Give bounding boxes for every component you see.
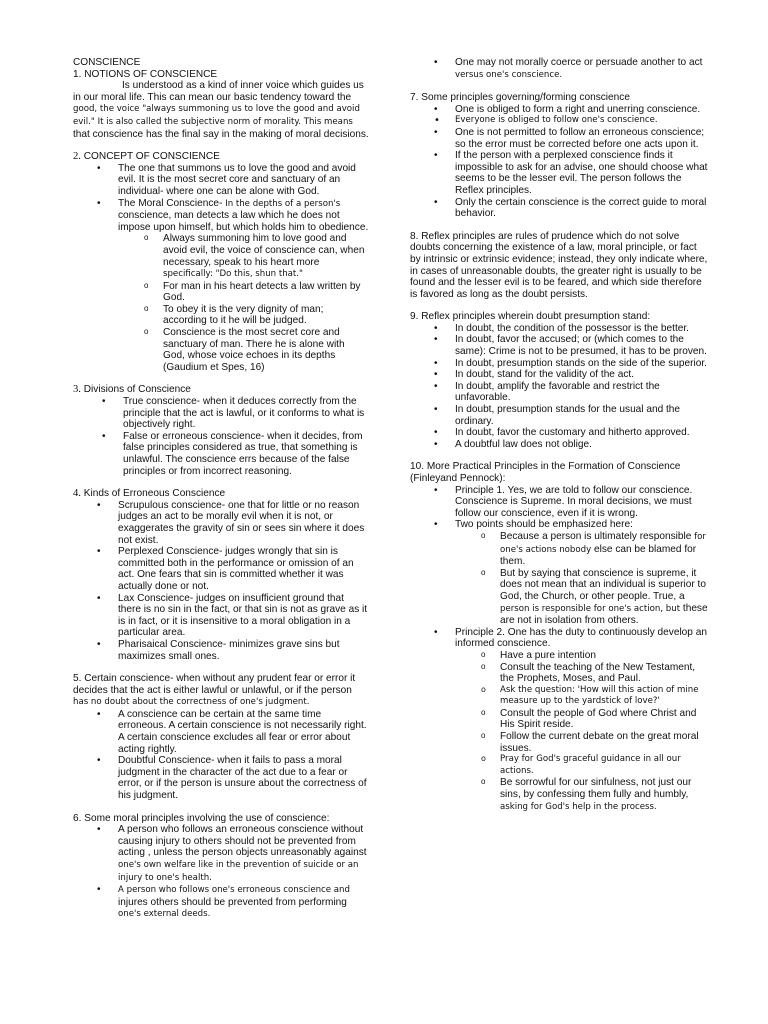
list-item: o To obey it is the very dignity of man; according to it he will be judged. xyxy=(118,304,369,327)
list-item: • Two points should be emphasized here: o Because a person is ultimately responsible for one's actions nobody else can be blamed for them. o But by saying that conscience is supreme, it does not mean that an individual is superior to God, the Church, or other people. True, a person is responsible for one's action, but these are not in isolation from others. xyxy=(410,519,710,626)
sub-list xyxy=(455,650,710,813)
section-doubt-presumption xyxy=(410,311,710,450)
list-item: o Pray for God's graceful guidance in all our actions. xyxy=(455,754,710,777)
list-item: • One is obliged to form a right and unerring conscience. xyxy=(410,104,710,116)
section-heading: 2. CONCEPT OF CONSCIENCE xyxy=(73,151,220,163)
list-item: • Scrupulous conscience- one that for little or no reason judges an act to be morally evil when it is not, or exaggerates the gravity of sin or sees sin where it does not exist. xyxy=(73,500,369,546)
list-item: o Conscience is the most secret core and sanctuary of man. There he is alone with God, whose voice echoes in its depths (Gaudium et Spes, 16) xyxy=(118,327,369,373)
section-concept xyxy=(73,151,369,373)
list-item: • Principle 2. One has the duty to continuously develop an informed conscience. o Have a pure intention o Consult the teaching of the New Testament, the Prophets, Moses, and Paul. o Ask the question: 'How will this action of mine measure up to the yardstick of love?' o Consult the people of God where Christ and His Spirit reside. o Follow the current debate on the great moral issues. o Pray for God's graceful guidance in all our actions. o Be sorrowful for our sinfulness, not just our sins, by confessing them fully and humbly, asking for God's help in the process. xyxy=(410,627,710,814)
section-reflex-principles xyxy=(410,231,710,301)
list-item: • Only the certain conscience is the correct guide to moral behavior. xyxy=(410,197,710,220)
section-divisions xyxy=(73,384,369,477)
list-item: • Everyone is obliged to follow one's conscience. xyxy=(410,115,710,127)
list-item: • Doubtful Conscience- when it fails to pass a moral judgment in the character of the act due to a fear or error, or if the person is unsure about the correctness of his judgment. xyxy=(73,755,369,801)
list-item: • In doubt, favor the accused; or (which comes to the same): Crime is not to be presumed, it has to be proven. xyxy=(410,334,710,357)
list-item: • Perplexed Conscience- judges wrongly that sin is committed both in the performance or omission of an act. One fears that sin is committed whether it was actually done or not. xyxy=(73,546,369,592)
list-item: • In doubt, favor the customary and hitherto approved. xyxy=(410,427,710,439)
list-item: • One is not permitted to follow an erroneous conscience; so the error must be corrected before one acts upon it. xyxy=(410,127,710,150)
list-item: o Always summoning him to love good and avoid evil, the voice of conscience can, when necessary, speak to his heart more specifically: "Do this, shun that." xyxy=(118,233,369,280)
list-item: • The one that summons us to love the good and avoid evil. It is the most secret core and sanctuary of an individual- where one can be alone with God. xyxy=(73,163,369,198)
section-heading: 3. Divisions of Conscience xyxy=(73,384,191,396)
paragraph: 8. Reflex principles are rules of prudence which do not solve doubts concerning the existence of a law, moral principle, or fact by intrinsic or extrinsic evidence; instead, they only indicate where, in cases of unreasonable doubts, the greater right is usually to be found and the lesser evil is to be feared, and which side therefore is favored as long as the doubt persists. xyxy=(410,230,708,300)
bullet-list xyxy=(410,323,710,451)
section-heading: 10. More Practical Principles in the Formation of Conscience (Finleyand Pennock): xyxy=(410,461,681,484)
sub-list xyxy=(455,531,710,627)
section-practical-principles xyxy=(410,461,710,813)
section-heading: 9. Reflex principles wherein doubt presumption stand: xyxy=(410,311,651,323)
bullet-list xyxy=(73,824,369,921)
bullet-list xyxy=(410,104,710,220)
list-item: • In doubt, presumption stands for the usual and the ordinary. xyxy=(410,404,710,427)
section-certain-conscience xyxy=(73,673,369,802)
list-item: • Principle 1. Yes, we are told to follow our conscience. Conscience is Supreme. In moral decisions, we must follow our conscience, even if it is wrong. xyxy=(410,485,710,520)
list-item: • One may not morally coerce or persuade another to act versus one's conscience. xyxy=(410,57,710,81)
list-item: • In doubt, amplify the favorable and restrict the unfavorable. xyxy=(410,381,710,404)
list-item: o Have a pure intention xyxy=(455,650,710,662)
bullet-list xyxy=(73,163,369,374)
list-item: o For man in his heart detects a law written by God. xyxy=(118,281,369,304)
list-item: o Ask the question: 'How will this action of mine measure up to the yardstick of love?' xyxy=(455,685,710,708)
list-item: • A doubtful law does not oblige. xyxy=(410,439,710,451)
list-item: o Consult the people of God where Christ and His Spirit reside. xyxy=(455,708,710,731)
list-item: • In doubt, stand for the validity of the act. xyxy=(410,369,710,381)
section-heading: 1. NOTIONS OF CONSCIENCE xyxy=(73,68,218,80)
list-item: o But by saying that conscience is supreme, it does not mean that an individual is superior to God, the Church, or other people. True, a person is responsible for one's action, but these are not in isolation from others. xyxy=(455,568,710,627)
document-title: CONSCIENCE xyxy=(73,57,141,68)
section-heading: 7. Some principles governing/forming conscience xyxy=(410,92,630,104)
list-item: • True conscience- when it deduces correctly from the principle that the act is lawful, or it conforms to what is objectively right. xyxy=(73,396,369,431)
bullet-list xyxy=(73,500,369,662)
list-item: • Pharisaical Conscience- minimizes grave sins but maximizes small ones. xyxy=(73,639,369,662)
section-heading: 6. Some moral principles involving the use of conscience: xyxy=(73,812,330,824)
section-heading: 4. Kinds of Erroneous Conscience xyxy=(73,488,226,500)
section-erroneous-kinds xyxy=(73,488,369,662)
list-item: • The Moral Conscience- In the depths of a person's conscience, man detects a law which he does not impose upon himself, but which holds him to obedience. o Always summoning him to love good and avoid evil, the voice of conscience can, when necessary, speak to his heart more specifically: "Do this, shun that." o For man in his heart detects a law written by God. o To obey it is the very dignity of man; according to it he will be judged. o Conscience is the most secret core and sanctuary of man. There he is alone with God, whose voice echoes in its depths (Gaudium et Spes, 16) xyxy=(73,198,369,374)
paragraph: 5. Certain conscience- when without any prudent fear or error it decides that the act is either lawful or unlawful, or if the person has no doubt about the correctness of one's judgment. xyxy=(73,673,356,708)
section-governing-principles xyxy=(410,92,710,220)
list-item: o Be sorrowful for our sinfulness, not just our sins, by confessing them fully and humbly, asking for God's help in the process. xyxy=(455,777,710,813)
section-notions xyxy=(73,57,369,140)
list-item: o Follow the current debate on the great moral issues. xyxy=(455,731,710,754)
list-item: • If the person with a perplexed conscience finds it impossible to ask for an advise, one should choose what seems to be the lesser evil. The person follows the Reflex principles. xyxy=(410,150,710,196)
list-item: • A person who follows an erroneous conscience without causing injury to others should not be prevented from acting , unless the person objects unreasonably against one's own welfare like in the prevention of suicide or an injury to one's health. xyxy=(73,824,369,884)
section-continued xyxy=(410,57,710,81)
sub-list xyxy=(118,233,369,373)
paragraph: Is understood as a kind of inner voice which guides us in our moral life. This can mean our basic tendency toward the good, the voice "always summoning us to love the good and avoid evil." It is also called the subjective norm of morality. This means that conscience has the final say in the making of moral decisions. xyxy=(73,80,369,140)
section-moral-principles xyxy=(73,813,369,921)
list-item: o Because a person is ultimately responsible for one's actions nobody else can be blamed for them. xyxy=(455,531,710,568)
right-column xyxy=(410,57,710,824)
left-column xyxy=(73,57,369,932)
list-item: • A person who follows one's erroneous conscience and injures others should be prevented from performing one's external deeds. xyxy=(73,884,369,921)
bullet-list xyxy=(410,57,710,81)
list-item: • In doubt, the condition of the possessor is the better. xyxy=(410,323,710,335)
list-item: • A conscience can be certain at the same time erroneous. A certain conscience is not necessarily right. A certain conscience excludes all fear or error about acting rightly. xyxy=(73,709,369,755)
list-item: o Consult the teaching of the New Testament, the Prophets, Moses, and Paul. xyxy=(455,662,710,685)
list-item: • Lax Conscience- judges on insufficient ground that there is no sin in the fact, or that sin is not as grave as it is in fact, or it is insensitive to a moral obligation in a particular area. xyxy=(73,593,369,639)
list-item: • False or erroneous conscience- when it decides, from false principles considered as true, that something is unlawful. The conscience errs because of the false principles or from incorrect reasoning. xyxy=(73,431,369,477)
bullet-list xyxy=(410,485,710,814)
bullet-list xyxy=(73,396,369,477)
list-item: • In doubt, presumption stands on the side of the superior. xyxy=(410,358,710,370)
bullet-list xyxy=(73,709,369,802)
